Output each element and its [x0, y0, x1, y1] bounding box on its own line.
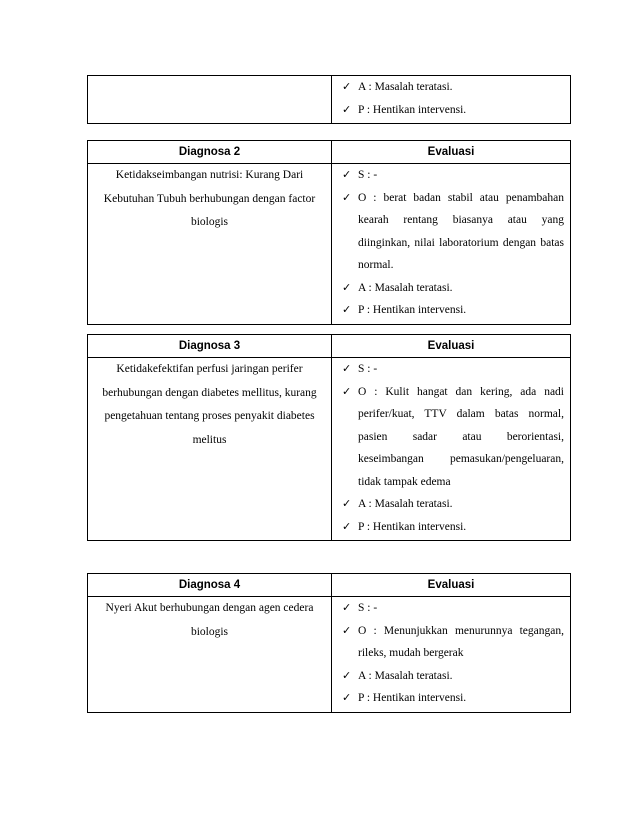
evaluation-cell [332, 597, 571, 713]
list-item: ✓ P : Hentikan intervensi. [342, 299, 564, 322]
table-row [88, 76, 571, 124]
list-item: ✓ S : - [342, 164, 564, 187]
checkmark-icon: ✓ [342, 519, 352, 533]
list-item: ✓ O : berat badan stabil atau penambahan kearah rentang biasanya atau yang diinginkan, nilai laboratorium dengan batas normal. [342, 187, 564, 277]
diagnosis-header: Diagnosa 4 [88, 574, 332, 597]
evaluation-header: Evaluasi [332, 574, 571, 597]
list-item: ✓ O : Kulit hangat dan kering, ada nadi perifer/kuat, TTV dalam batas normal, pasien sadar atau berorientasi, keseimbangan pemasukan/pengeluaran, tidak tampak edema [342, 381, 564, 494]
diagnosis-3-table [87, 334, 571, 541]
diagnosis-2-table [87, 140, 571, 325]
list-item: ✓ S : - [342, 358, 564, 381]
checkmark-icon: ✓ [342, 384, 352, 398]
diagnosis-text: Ketidakseimbangan nutrisi: Kurang Dari Kebutuhan Tubuh berhubungan dengan factor biologis [88, 164, 332, 325]
checkmark-icon: ✓ [342, 303, 352, 316]
list-item: ✓ P : Hentikan intervensi. [342, 687, 564, 710]
checkmark-icon: ✓ [342, 668, 352, 682]
evaluation-table-continued [87, 75, 571, 124]
checkmark-icon: ✓ [342, 691, 352, 704]
diagnosis-text: Nyeri Akut berhubungan dengan agen cedera biologis [88, 597, 332, 713]
diagnosis-cell [88, 76, 332, 124]
checkmark-icon: ✓ [342, 497, 352, 510]
list-item: ✓ A : Masalah teratasi. [342, 493, 564, 516]
evaluation-cell [332, 76, 571, 124]
checkmark-icon: ✓ [342, 80, 352, 93]
diagnosis-text: Ketidakefektifan perfusi jaringan perifer berhubungan dengan diabetes mellitus, kurang pengetahuan tentang proses penyakit diabetes melitus [88, 358, 332, 541]
checkmark-icon: ✓ [342, 168, 352, 181]
checkmark-icon: ✓ [342, 601, 352, 614]
table-header-row [88, 574, 571, 597]
checkmark-icon: ✓ [342, 280, 352, 294]
checkmark-icon: ✓ [342, 362, 352, 375]
evaluation-header: Evaluasi [332, 335, 571, 358]
table-row [88, 597, 571, 713]
table-row [88, 358, 571, 541]
diagnosis-header: Diagnosa 3 [88, 335, 332, 358]
checkmark-icon: ✓ [342, 190, 352, 204]
list-item: ✓ O : Menunjukkan menurunnya tegangan, rileks, mudah bergerak [342, 620, 564, 665]
list-item: ✓ S : - [342, 597, 564, 620]
checkmark-icon: ✓ [342, 102, 352, 116]
list-item: ✓ A : Masalah teratasi. [342, 665, 564, 688]
table-header-row [88, 335, 571, 358]
list-item: ✓ P : Hentikan intervensi. [342, 99, 564, 122]
evaluation-cell [332, 358, 571, 541]
list-item: ✓ P : Hentikan intervensi. [342, 516, 564, 539]
list-item: ✓ A : Masalah teratasi. [342, 76, 564, 99]
checkmark-icon: ✓ [342, 623, 352, 637]
evaluation-header: Evaluasi [332, 141, 571, 164]
evaluation-cell [332, 164, 571, 325]
table-row [88, 164, 571, 325]
list-item: ✓ A : Masalah teratasi. [342, 277, 564, 300]
table-header-row [88, 141, 571, 164]
diagnosis-header: Diagnosa 2 [88, 141, 332, 164]
diagnosis-4-table [87, 573, 571, 713]
